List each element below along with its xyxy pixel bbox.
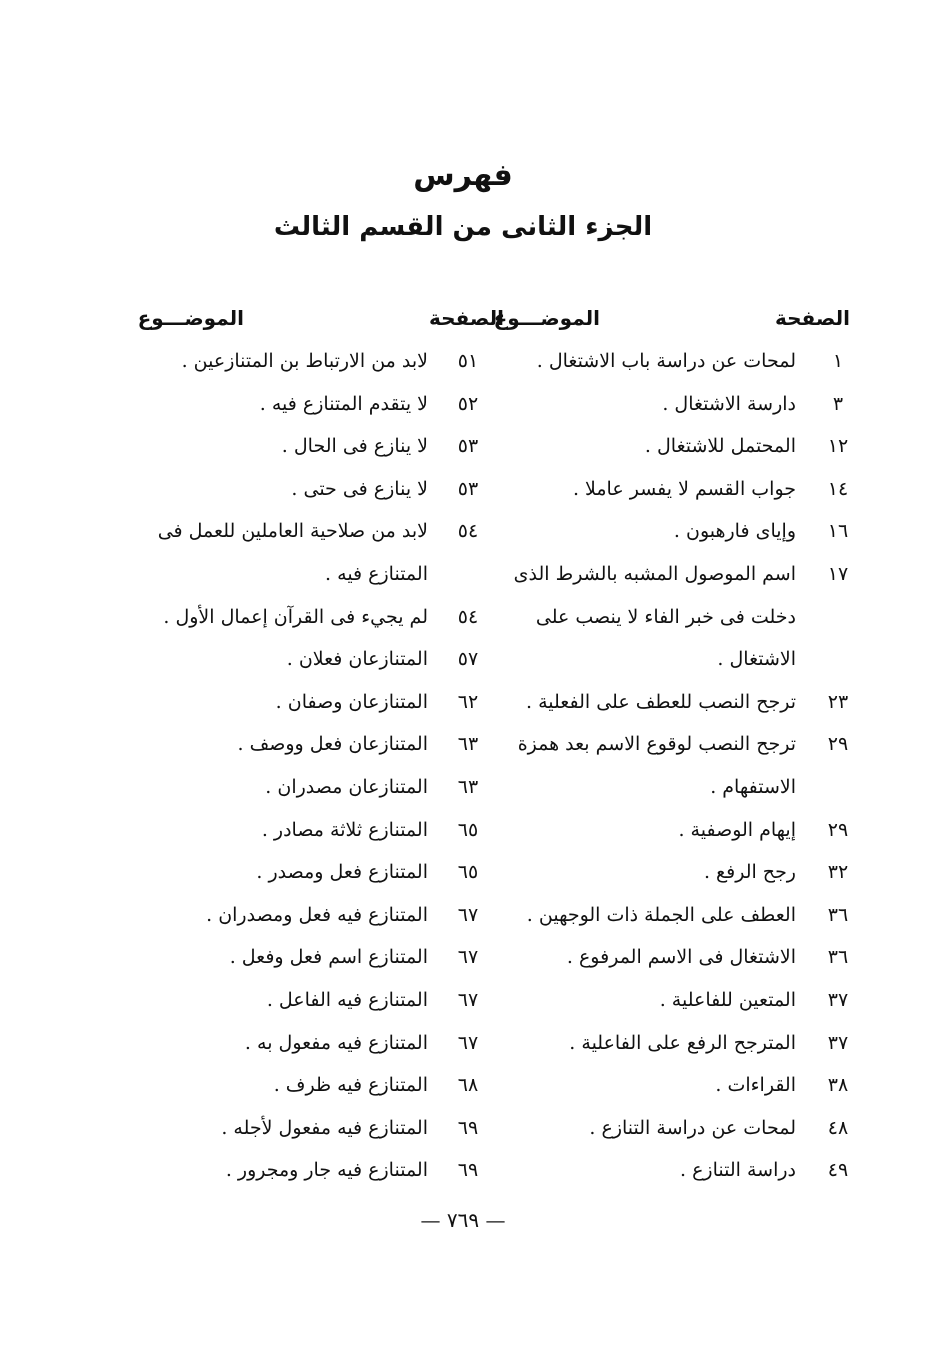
index-entry-page: ٦٩ [457,1116,479,1139]
index-entry-topic: ترجح النصب لوقوع الاسم بعد همزة [517,733,796,756]
index-entry-topic: اسم الموصول المشبه بالشرط الذى [513,562,796,585]
index-entry-page: ٦٧ [457,903,479,926]
index-entry-topic: المتعين للفاعلية . [659,988,796,1011]
index-entry-topic: دارسة الاشتغال . [662,392,796,415]
index-entry-page: ٤٩ [827,1159,849,1182]
index-entry-page: ٦٧ [457,946,479,969]
page-number: — ٧٦٩ — [420,1208,506,1232]
index-entry-topic: الاشتغال فى الاسم المرفوع . [566,946,796,969]
index-entry-topic: المتنازع فيه فعل ومصدران . [206,903,428,926]
index-entry-topic: المتنازعان وصفان . [275,690,428,713]
index-entry [0,851,926,894]
index-entry-page: ٢٣ [827,690,849,713]
index-entry-topic: المتنازع فيه . [325,562,428,585]
index-entry-page: ١٤ [827,477,849,500]
index-entry [0,1064,926,1107]
index-entry [0,809,926,852]
index-entry-topic: الاشتغال . [717,648,796,671]
index-entry-page: ٢٩ [827,733,849,756]
index-entry-topic: لابد من صلاحية العاملين للعمل فى [157,520,428,543]
index-entry-topic: المتنازع اسم فعل وفعل . [229,946,428,969]
index-entry-topic: المتنازع فعل ومصدر . [256,861,428,884]
index-entry-page: ٣٨ [827,1074,849,1097]
index-entry [0,596,926,639]
index-entry-page: ٥٣ [457,435,479,458]
index-entry [0,1107,926,1150]
index-entry-topic: المتنازعان مصدران . [265,775,428,798]
index-entry-topic: القراءات . [715,1074,796,1097]
index-entry-topic: المتنازع فيه ظرف . [273,1074,428,1097]
index-entry [0,510,926,553]
index-entry-page: ٥٤ [457,605,479,628]
index-entry-page: ٣٧ [827,1031,849,1054]
index-entry [0,766,926,809]
page-subtitle: الجزء الثانى من القسم الثالث [273,212,653,242]
index-entry-page: ٦٣ [457,775,479,798]
index-entry-topic: المتنازع فيه جار ومجرور . [225,1159,428,1182]
index-entry-page: ٦٩ [457,1159,479,1182]
index-entry-page: ٦٨ [457,1074,479,1097]
index-entry-page: ٦٢ [457,690,479,713]
index-entry-topic: ترجح النصب للعطف على الفعلية . [526,690,796,713]
index-entry [0,638,926,681]
index-entry-page: ٤٨ [827,1116,849,1139]
index-entry [0,468,926,511]
index-entry-topic: دراسة التنازع . [680,1159,796,1182]
index-entry-page: ٣٦ [827,946,849,969]
index-entry-topic: إيهام الوصفية . [678,818,796,841]
index-entry [0,936,926,979]
index-entry-topic: المترجح الرفع على الفاعلية . [569,1031,796,1054]
index-entry-page: ١٦ [827,520,849,543]
index-entry-topic: الاستفهام . [710,775,796,798]
index-entry-page: ٢٩ [827,818,849,841]
index-entry-topic: لا ينازع فى حتى . [291,477,428,500]
index-entry-page: ١٢ [827,435,849,458]
header-page-left: الصفحة [428,306,504,330]
index-entry-page: ١٧ [827,562,849,585]
index-entry-page: ٦٧ [457,988,479,1011]
index-entry [0,1022,926,1065]
index-entry-topic: لا ينازع فى الحال . [281,435,428,458]
index-entry-topic: المتنازع فيه الفاعل . [266,988,428,1011]
index-entry-topic: المحتمل للاشتغال . [644,435,796,458]
index-entry-topic: وإياى فارهبون . [673,520,796,543]
index-entry-topic: لمحات عن دراسة التنازع . [589,1116,796,1139]
header-page-right: الصفحة [774,306,850,330]
index-entry-topic: لم يجيء فى القرآن إعمال الأول . [163,605,428,628]
index-entry-page: ٣٦ [827,903,849,926]
index-entry-topic: رجح الرفع . [703,861,796,884]
index-entry-page: ٥٣ [457,477,479,500]
index-entry-topic: لا يتقدم المتنازع فيه . [259,392,428,415]
index-entry-page: ٣ [832,392,844,415]
index-entry-page: ٣٧ [827,988,849,1011]
index-entry [0,340,926,383]
index-entry [0,723,926,766]
index-entry-topic: دخلت فى خبر الفاء لا ينصب على [535,605,796,628]
index-entry-page: ٦٥ [457,861,479,884]
index-entry [0,425,926,468]
index-entry-page: ٦٧ [457,1031,479,1054]
index-entry-topic: المتنازع فيه مفعول به . [244,1031,428,1054]
index-column-left [0,340,926,1192]
index-entry-topic: العطف على الجملة ذات الوجهين . [526,903,796,926]
index-entry-page: ٥٢ [457,392,479,415]
index-entry [0,894,926,937]
index-entry-page: ٦٣ [457,733,479,756]
index-entry [0,383,926,426]
index-entry [0,681,926,724]
index-entry-page: ٥٤ [457,520,479,543]
index-entry-topic: جواب القسم لا يفسر عاملا . [572,477,796,500]
index-entry [0,553,926,596]
index-entry-topic: المتنازعان فعل ووصف . [237,733,428,756]
header-topic-left: الموضـــوع [137,306,244,330]
index-entry-page: ٥١ [457,350,479,372]
index-entry-topic: لمحات عن دراسة باب الاشتغال . [536,350,796,372]
index-entry-topic: المتنازعان فعلان . [286,648,428,671]
index-entry-topic: لابد من الارتباط بن المتنازعين . [181,350,428,372]
index-entry-topic: المتنازع فيه مفعول لأجله . [221,1116,428,1139]
index-entry-page: ٥٧ [457,648,479,671]
page-title: فهرس [413,158,513,193]
index-entry-page: ٦٥ [457,818,479,841]
index-entry [0,979,926,1022]
index-entry-page: ٣٢ [827,861,849,884]
index-entry-topic: المتنازع ثلاثة مصادر . [261,818,428,841]
index-entry [0,1149,926,1192]
index-entry-page: ١ [832,350,844,372]
header-topic-right: الموضـــوع [493,306,600,330]
